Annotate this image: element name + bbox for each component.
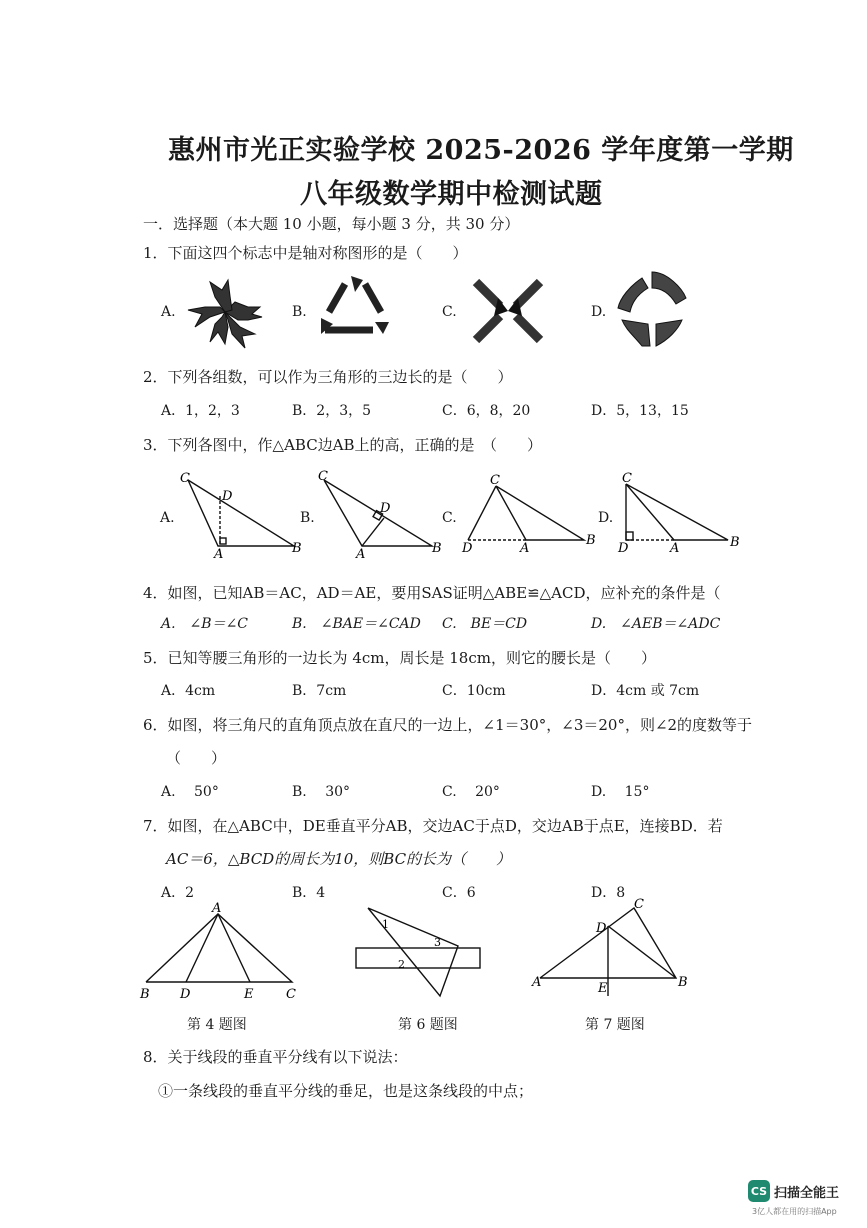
q1-option-d: D. (591, 304, 607, 320)
q3-option-c: C. (442, 510, 457, 526)
label-c: C (622, 471, 632, 486)
q1-option-a: A. (161, 304, 176, 320)
q3-option-b: B. (300, 510, 315, 526)
q7-option-b: B．4 (292, 885, 326, 901)
camscanner-logo-icon: CS (748, 1180, 770, 1202)
q3-figure-c (456, 468, 596, 558)
label-e: E (598, 981, 608, 996)
q5-option-c: C．10cm (442, 683, 506, 699)
label-c: C (490, 473, 500, 488)
q2-option-c: C．6，8，20 (442, 403, 531, 419)
label-b: B (678, 975, 688, 990)
label-a: A (214, 547, 224, 558)
logo-c-cross-arrows-icon (470, 276, 546, 346)
label-a: A (520, 541, 530, 556)
label-a: A (532, 975, 542, 990)
label-d: D (618, 541, 629, 556)
question-3-stem: 3．下列各图中，作△ABC边AB上的高，正确的是 （ ） (143, 436, 543, 454)
q3-figure-a (176, 468, 306, 558)
page-subtitle: 八年级数学期中检测试题 (300, 179, 603, 210)
q2-option-a: A．1，2，3 (161, 403, 240, 419)
q7-option-c: C．6 (442, 885, 476, 901)
label-a: A (670, 541, 680, 556)
question-8-stem: 8．关于线段的垂直平分线有以下说法： (143, 1048, 408, 1066)
angle-3-label: 3 (434, 936, 441, 949)
q3-option-d: D. (598, 510, 614, 526)
q5-option-b: B．7cm (292, 683, 347, 699)
label-b: B (730, 535, 740, 550)
logo-a-arrows-icon (180, 272, 270, 352)
label-a: A (212, 902, 222, 916)
q6-option-c: C. 20° (442, 784, 500, 800)
question-8-item-1: ①一条线段的垂直平分线的垂足，也是这条线段的中点； (158, 1082, 534, 1100)
q4-option-b: B. ∠BAE＝∠CAD (292, 616, 421, 632)
label-b: B (586, 533, 596, 548)
label-d: D (462, 541, 473, 556)
question-5-stem: 5．已知等腰三角形的一边长为 4cm，周长是 18cm，则它的腰长是（ ） (143, 649, 656, 667)
q3-option-a: A. (160, 510, 175, 526)
label-c: C (318, 469, 328, 484)
caption-q7-figure: 第 7 题图 (585, 1017, 645, 1033)
q6-option-a: A. 50° (161, 784, 219, 800)
q2-option-b: B．2，3，5 (292, 403, 372, 419)
watermark-brand: 扫描全能王 (774, 1185, 840, 1201)
section-heading: 一．选择题（本大题 10 小题，每小题 3 分，共 30 分） (143, 215, 520, 233)
label-c: C (180, 471, 190, 486)
label-b: B (140, 987, 150, 1002)
q7-option-d: D．8 (591, 885, 626, 901)
question-6-stem: 6．如图，将三角尺的直角顶点放在直尺的一边上，∠1＝30°，∠3＝20°，则∠2的度数等于 (143, 716, 753, 734)
q1-option-b: B. (292, 304, 307, 320)
question-6-blank: （ ） (166, 749, 227, 767)
q1-option-c: C. (442, 304, 457, 320)
question-4-stem: 4．如图，已知AB＝AC，AD＝AE，要用SAS证明△ABE≌△ACD，应补充的条件是（ (143, 584, 721, 602)
q5-option-d: D．4cm 或 7cm (591, 683, 700, 699)
q6-figure (350, 904, 490, 1004)
q4-option-a: A. ∠B＝∠C (161, 616, 249, 632)
scanner-watermark (748, 1180, 839, 1202)
q4-option-d: D. ∠AEB＝∠ADC (591, 616, 721, 632)
label-b: B (432, 541, 442, 556)
q5-option-a: A．4cm (161, 683, 216, 699)
label-d: D (380, 501, 391, 516)
angle-1-label: 1 (382, 918, 389, 931)
q4-figure (136, 902, 306, 1004)
watermark-tagline: 3亿人都在用的扫描App (752, 1207, 837, 1216)
q3-figure-d (614, 468, 744, 558)
question-7-stem: 7．如图，在△ABC中，DE垂直平分AB，交边AC于点D，交边AB于点E，连接BD．若 (143, 817, 723, 835)
page-title: 惠州市光正实验学校 2025-2026 学年度第一学期 (168, 135, 794, 166)
label-d: D (596, 921, 607, 936)
q4-option-c: C. BE＝CD (442, 616, 528, 632)
question-1-stem: 1．下面这四个标志中是轴对称图形的是（ ） (143, 244, 468, 262)
logo-d-triangle-icon (612, 268, 692, 350)
q6-option-b: B. 30° (292, 784, 351, 800)
label-c: C (634, 897, 644, 912)
caption-q6-figure: 第 6 题图 (398, 1017, 458, 1033)
angle-2-label: 2 (398, 958, 405, 971)
label-e: E (244, 987, 254, 1002)
label-a: A (356, 547, 366, 558)
question-7-stem-line2: AC＝6，△BCD的周长为10，则BC的长为（ ） (166, 850, 512, 868)
q7-option-a: A．2 (161, 885, 195, 901)
q6-option-d: D. 15° (591, 784, 650, 800)
caption-q4-figure: 第 4 题图 (187, 1017, 247, 1033)
logo-b-recycle-icon (315, 272, 395, 344)
label-d: D (180, 987, 191, 1002)
q3-figure-b (314, 468, 448, 558)
label-d: D (222, 489, 233, 504)
q7-figure (530, 896, 700, 1004)
q2-option-d: D．5，13，15 (591, 403, 689, 419)
label-c: C (286, 987, 296, 1002)
question-2-stem: 2．下列各组数，可以作为三角形的三边长的是（ ） (143, 368, 513, 386)
label-b: B (292, 541, 302, 556)
